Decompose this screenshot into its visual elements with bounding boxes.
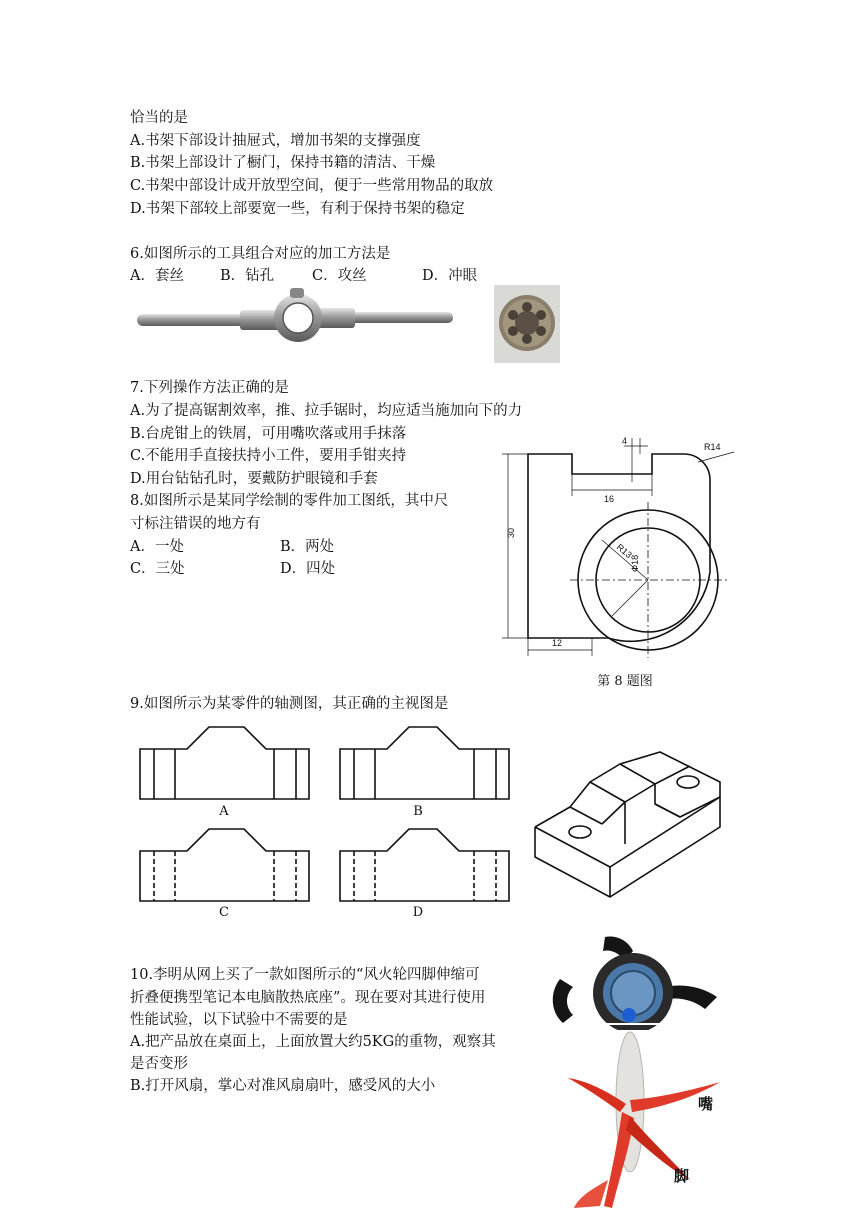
q8-stem-line2: 寸标注错误的地方有	[130, 516, 261, 532]
q9-view-b	[339, 724, 511, 800]
q8-option-b: B．两处	[280, 539, 335, 555]
q10-stem-line3: 性能试验，以下试验中不需要的是	[130, 1012, 348, 1028]
q8-figure-caption: 第 8 题图	[597, 674, 653, 689]
q8-option-d: D．四处	[280, 561, 336, 577]
q6-options	[130, 266, 477, 286]
q10-option-b: B.打开风扇，掌心对准风扇扇叶，感受风的大小	[130, 1078, 436, 1094]
q7-stem: 7.下列操作方法正确的是	[130, 380, 289, 396]
q9-label-b: B	[413, 804, 423, 819]
q6-option-d: D．冲眼	[422, 268, 478, 284]
q8-option-c: C．三处	[130, 561, 185, 577]
q6-option-c: C．攻丝	[312, 268, 367, 284]
dim-phi18: Φ18	[630, 554, 640, 572]
q8-stem-line1: 8.如图所示是某同学绘制的零件加工图纸，其中尺	[130, 493, 449, 509]
q5-stem-tail: 恰当的是	[130, 110, 188, 126]
q9-stem: 9.如图所示为某零件的轴测图，其正确的主视图是	[130, 696, 449, 712]
q7-option-d: D.用台钻钻孔时，要戴防护眼镜和手套	[130, 471, 378, 487]
q7-option-a: A.为了提高锯割效率，推、拉手锯时，均应适当施加向下的力	[130, 403, 523, 419]
cooling-pad-photo	[545, 935, 720, 1025]
q8-option-a: A．一处	[130, 539, 184, 555]
q8-part-drawing	[498, 432, 768, 662]
q8-options-row2	[130, 559, 335, 579]
q6-option-b: B．钻孔	[220, 268, 275, 284]
q9-view-c	[139, 826, 311, 902]
dim-12: 12	[552, 638, 563, 648]
q6-option-a: A．套丝	[130, 268, 184, 284]
q5-option-d: D.书架下部较上部要宽一些，有利于保持书架的稳定	[130, 201, 465, 217]
q5-option-b: B.书架上部设计了橱门，保持书籍的清洁、干燥	[130, 155, 436, 171]
q10-stem-line1: 10.李明从网上买了一款如图所示的“风火轮四脚伸缩可	[130, 967, 480, 983]
q10-option-a: A.把产品放在桌面上，上面放置大约5KG的重物，观察其	[130, 1034, 496, 1050]
q5-option-c: C.书架中部设计成开放型空间，便于一些常用物品的取放	[130, 178, 494, 194]
q9-isometric-part	[530, 752, 730, 902]
die-stock-image	[135, 288, 455, 348]
q8-options-row1	[130, 537, 334, 557]
q7-option-c: C.不能用手直接扶持小工件，要用手钳夹持	[130, 448, 407, 464]
label-mouth: 嘴	[698, 1095, 714, 1113]
dim-30: 30	[506, 527, 516, 538]
q9-label-d: D	[412, 905, 424, 920]
q9-view-d	[339, 826, 511, 902]
dim-16: 16	[604, 494, 615, 504]
q10-option-a-cont: 是否变形	[130, 1056, 188, 1072]
dim-4: 4	[622, 436, 628, 446]
q9-label-c: C	[219, 905, 229, 920]
q6-stem: 6.如图所示的工具组合对应的加工方法是	[130, 246, 391, 262]
q9-view-a	[139, 724, 311, 800]
round-die-image	[494, 285, 560, 363]
dim-r14: R14	[704, 442, 721, 452]
stand-photo	[560, 1030, 755, 1212]
q5-option-a: A.书架下部设计抽屉式，增加书架的支撑强度	[130, 133, 421, 149]
dim-r13: R13	[614, 541, 634, 561]
q10-stem-line2: 折叠便携型笔记本电脑散热底座”。现在要对其进行使用	[130, 990, 486, 1006]
q9-label-a: A	[219, 804, 229, 819]
label-foot: 脚	[674, 1167, 690, 1185]
q7-option-b: B.台虎钳上的铁屑，可用嘴吹落或用手抹落	[130, 426, 407, 442]
